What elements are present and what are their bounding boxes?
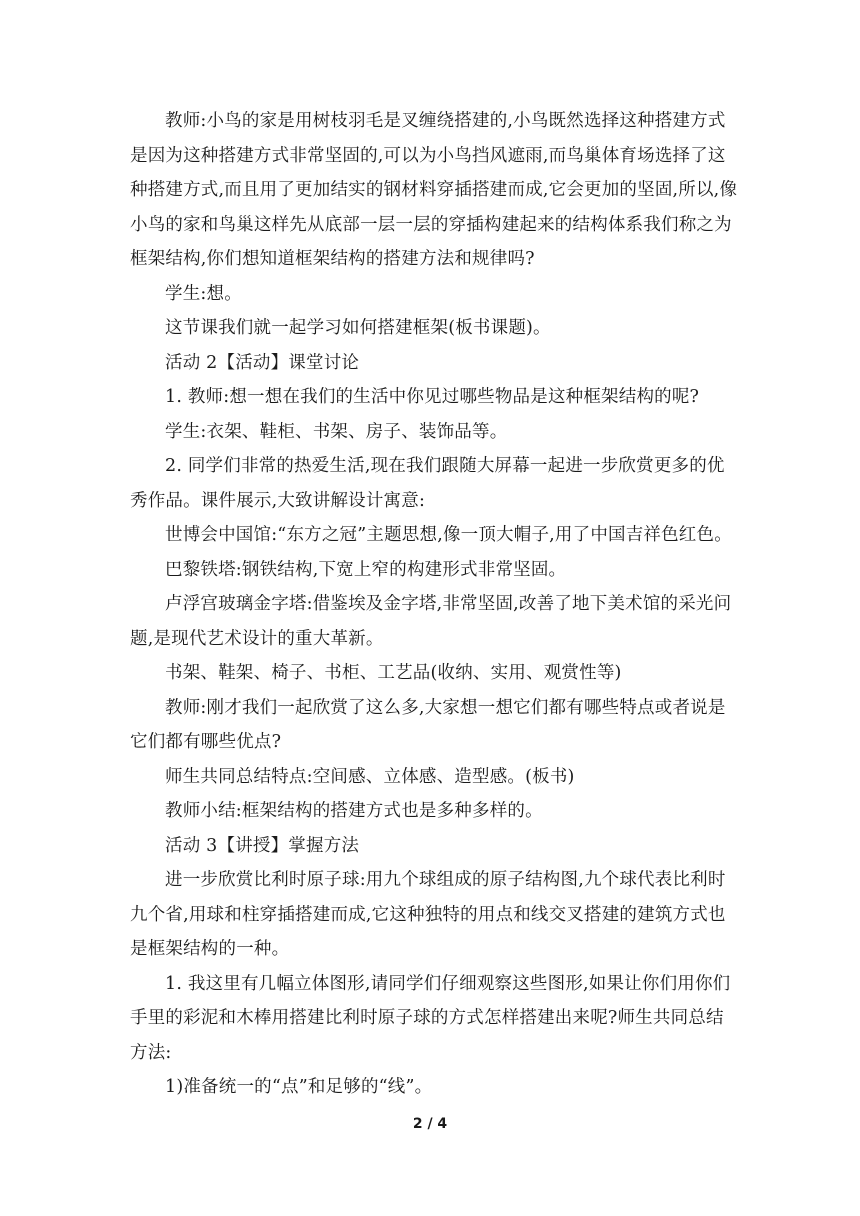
document-body [130, 104, 738, 1105]
paragraph-student-reply: 学生:想。 [165, 283, 242, 304]
paragraph-step-1: 1)准备统一的“点”和足够的“线”。 [165, 1077, 433, 1097]
paragraph-atomium: 进一步欣赏比利时原子球:用九个球组成的原子结构图,九个球代表比利时九个省,用球和柱穿插搭建而成,它这种独特的用点和线交叉搭建的建筑方式也是框架结构的一种。 [130, 870, 726, 959]
paragraph-teacher-question: 教师:刚才我们一起欣赏了这么多,大家想一想它们都有哪些特点或者说是它们都有哪些优点? [130, 697, 726, 752]
paragraph-item-1-method: 1. 我这里有几幅立体图形,请同学们仔细观察这些图形,如果让你们用你们手里的彩泥和木棒用搭建比利时原子球的方式怎样搭建出来呢?师生共同总结方法: [130, 973, 731, 1063]
paragraph-item-2: 2. 同学们非常的热爱生活,现在我们跟随大屏幕一起进一步欣赏更多的优秀作品。课件展示,大致讲解设计寓意: [130, 456, 725, 511]
heading-activity-2: 活动 2【活动】课堂讨论 [165, 352, 360, 373]
paragraph-student-answer: 学生:衣架、鞋柜、书架、房子、装饰品等。 [165, 421, 508, 442]
paragraph-intro-teacher: 教师:小鸟的家是用树枝羽毛是叉缠绕搭建的,小鸟既然选择这种搭建方式是因为这种搭建方式非常坚固的,可以为小鸟挡风遮雨,而鸟巢体育场选择了这种搭建方式,而且用了更加结实的钢材料穿插搭建而成,它会更加的坚固,所以,像小鸟的家和鸟巢这样先从底部一层一层的穿插构建起来的结构体系我们称之为框架结构,你们想知道框架结构的搭建方法和规律吗? [130, 111, 738, 269]
paragraph-question-1: 1. 教师:想一想在我们的生活中你见过哪些物品是这种框架结构的呢? [165, 387, 700, 407]
paragraph-summary-features: 师生共同总结特点:空间感、立体感、造型感。(板书) [165, 766, 575, 787]
heading-activity-3: 活动 3【讲授】掌握方法 [165, 835, 360, 856]
paragraph-teacher-summary: 教师小结:框架结构的搭建方式也是多种多样的。 [165, 801, 543, 821]
paragraph-eiffel-tower: 巴黎铁塔:钢铁结构,下宽上窄的构建形式非常坚固。 [165, 559, 567, 580]
paragraph-lesson-topic: 这节课我们就一起学习如何搭建框架(板书课题)。 [165, 318, 551, 338]
page-number: 2 / 4 [412, 1116, 448, 1132]
paragraph-furniture-list: 书架、鞋架、椅子、书柜、工艺品(收纳、实用、观赏性等) [165, 663, 622, 683]
paragraph-china-pavilion: 世博会中国馆:“东方之冠”主题思想,像一顶大帽子,用了中国吉祥色红色。 [165, 525, 732, 545]
paragraph-louvre-pyramid: 卢浮宫玻璃金字塔:借鉴埃及金字塔,非常坚固,改善了地下美术馆的采光问题,是现代艺术设计的重大革新。 [130, 594, 732, 649]
